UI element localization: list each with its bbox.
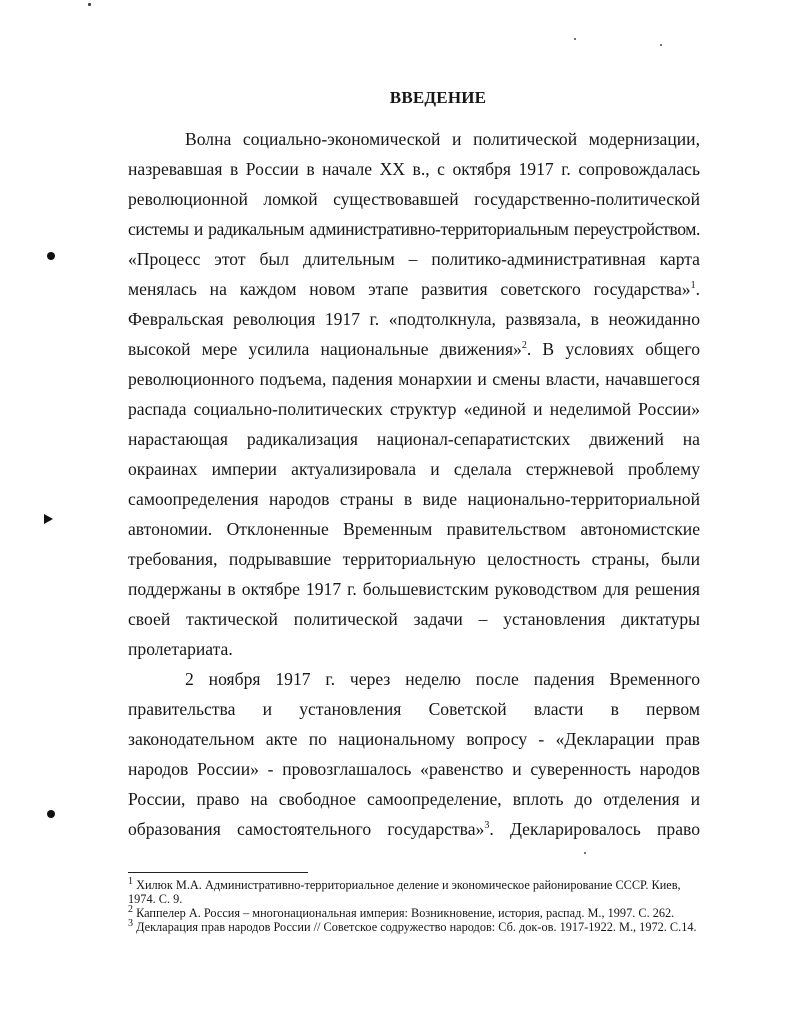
footnote-text: Хилюк М.А. Административно-территориальное деление и экономическое районирование СССР. Киев, 1974. С. 9. <box>128 878 681 906</box>
text-line: самоопределения народов страны в виде национально-территориальной <box>128 489 700 509</box>
body-text <box>128 124 700 844</box>
footnote-number: 1 <box>128 875 133 887</box>
page-title: ВВЕДЕНИЕ <box>389 88 487 107</box>
footnote-number: 2 <box>128 903 133 915</box>
footnotes <box>128 875 700 934</box>
punch-mark <box>44 514 53 524</box>
text-line: «Процесс этот был длительным – политико-административная карта <box>128 249 700 269</box>
paragraph-2 <box>128 664 700 844</box>
footnote-text: Каппелер А. Россия – многонациональная империя: Возникновение, история, распад. М., 1997. С. 262. <box>133 906 675 920</box>
scan-speck <box>660 44 662 46</box>
text-line-tail: . <box>695 279 700 299</box>
footnote-2 <box>128 903 700 920</box>
footnote-ref-1: 1 <box>690 280 696 292</box>
footnote-number: 3 <box>128 917 133 929</box>
text-line: Февральская революция 1917 г. «подтолкнула, развязала, в неожиданно <box>128 309 700 329</box>
text-line: революционного подъема, падения монархии и смены власти, начавшегося <box>128 369 700 389</box>
footnote-ref-3: 3 <box>484 820 490 832</box>
footnote-3 <box>128 917 700 934</box>
scan-speck <box>88 3 91 6</box>
footnote-1 <box>128 875 700 906</box>
text-line: России, право на свободное самоопределение, вплоть до отделения и <box>128 789 700 809</box>
text-line: системы и радикальным административно-территориальным переустройством. <box>128 219 700 239</box>
footnote-text: Декларация прав народов России // Советское содружество народов: Сб. док-ов. 1917-1922. М., 1972. С.14. <box>133 920 697 934</box>
text-line: законодательном акте по национальному вопросу - «Декларации прав <box>128 729 700 749</box>
text-line: пролетариата. <box>128 639 233 659</box>
paragraph-1 <box>128 124 700 664</box>
text-line: назревавшая в России в начале XX в., с октября 1917 г. сопровождалась <box>128 159 700 179</box>
text-line-with-ref <box>128 274 700 304</box>
text-line: правительства и установления Советской власти в первом <box>128 699 700 719</box>
text-line: автономии. Отклоненные Временным правительством автономистские <box>128 519 700 539</box>
text-line: образования самостоятельного государства» <box>128 819 485 839</box>
text-line: революционной ломкой существовавшей государственно-политической <box>128 189 700 209</box>
text-line: окраинах империи актуализировала и сделала стержневой проблему <box>128 459 700 479</box>
text-line: Волна социально-экономической и политической модернизации, <box>185 129 700 149</box>
text-line: распада социально-политических структур «единой и неделимой России» <box>128 399 700 419</box>
text-line: народов России» - провозглашалось «равенство и суверенность народов <box>128 759 700 779</box>
text-line: требования, подрывавшие территориальную целостность страны, были <box>128 549 700 569</box>
text-line-tail: . В условиях общего <box>526 339 700 359</box>
text-line-tail: . <box>489 819 510 839</box>
text-line: менялась на каждом новом этапе развития советского государства» <box>128 279 691 299</box>
text-line-with-ref <box>128 814 700 844</box>
punch-mark <box>47 252 55 260</box>
text-line: нарастающая радикализация национал-сепаратистских движений на <box>128 429 700 449</box>
text-line: поддержаны в октябре 1917 г. большевистским руководством для решения <box>128 579 700 599</box>
text-line: 2 ноября 1917 г. через неделю после падения Временного <box>185 669 700 689</box>
scan-speck <box>574 38 576 40</box>
text-line: своей тактической политической задачи – установления диктатуры <box>128 609 700 629</box>
footnote-ref-2: 2 <box>521 340 527 352</box>
scan-speck <box>584 852 586 854</box>
footnote-divider <box>128 872 308 873</box>
punch-mark <box>47 810 55 818</box>
text-line-end: Декларировалось право <box>509 819 700 839</box>
text-line: высокой мере усилила национальные движения» <box>128 339 522 359</box>
text-line-with-ref <box>128 334 700 364</box>
